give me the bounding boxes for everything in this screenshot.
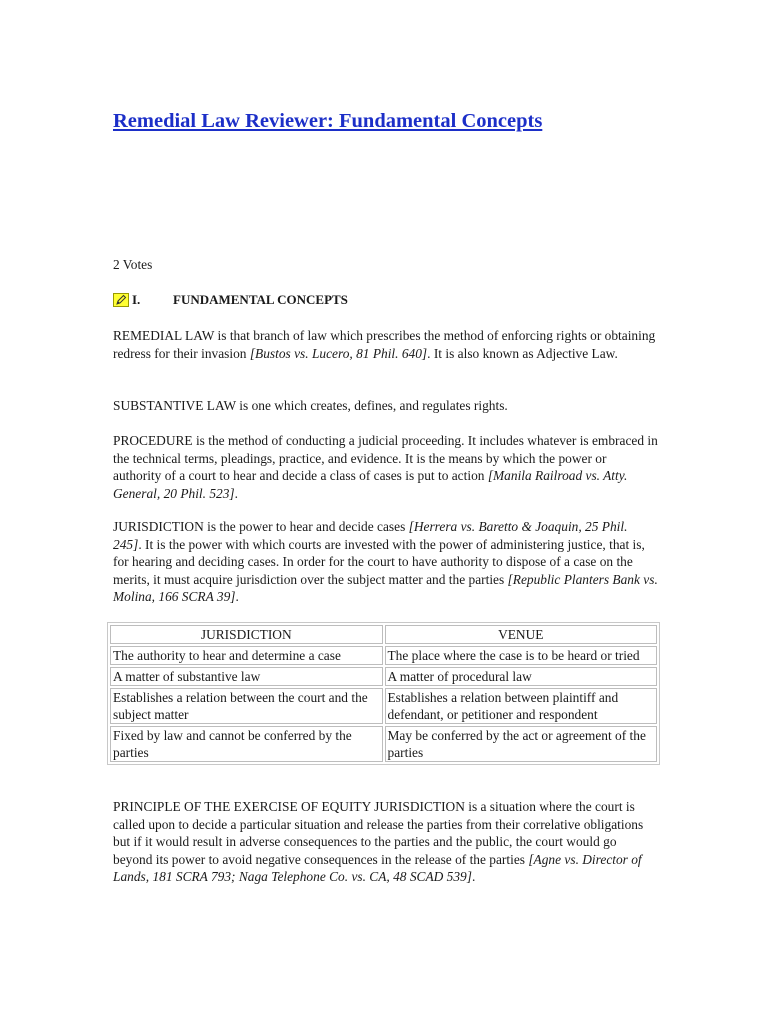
table-cell: Fixed by law and cannot be conferred by the parties — [110, 726, 383, 762]
document-title-link[interactable]: Remedial Law Reviewer: Fundamental Concepts — [113, 110, 543, 132]
table-cell: A matter of procedural law — [385, 667, 658, 686]
table-cell: May be conferred by the act or agreement of the parties — [385, 726, 658, 762]
procedure-paragraph: PROCEDURE is the method of conducting a judicial proceeding. It includes whatever is embraced in the technical terms, pleadings, practice, and evidence. It is the means by which the power or authority of a court to hear and decide a class of cases is put to action [Manila Railroad vs. Atty. General, 20 Phil. 523]. — [113, 433, 658, 501]
case-citation: [Herrera vs. Baretto & Joaquin, 25 Phil. 245] — [113, 519, 628, 552]
remedial-law-paragraph: REMEDIAL LAW is that branch of law which prescribes the method of enforcing rights or obtaining redress for their invasion [Bustos vs. Lucero, 81 Phil. 640]. It is also known as Adjective Law. — [113, 328, 656, 361]
equity-jurisdiction-paragraph: PRINCIPLE OF THE EXERCISE OF EQUITY JURISDICTION is a situation where the court is called upon to decide a particular situation and release the parties from their correlative obligations but if it would result in adverse consequences to the parties and the public, the court would go beyond its power to avoid negative consequences in the release of the parties [Agne vs. Director of Lands, 181 SCRA 793; Naga Telephone Co. vs. CA, 48 SCAD 539]. — [113, 799, 644, 884]
vote-count: 2 Votes — [113, 257, 153, 272]
section-title: FUNDAMENTAL CONCEPTS — [173, 292, 348, 307]
jurisdiction-paragraph: JURISDICTION is the power to hear and decide cases [Herrera vs. Baretto & Joaquin, 25 Phil. 245]. It is the power with which courts are invested with the power of administering justice, that is, for hearing and deciding cases. In order for the court to have authority to dispose of a case on the merits, it must acquire jurisdiction over the subject matter and the parties [Republic Planters Bank vs. Molina, 166 SCRA 39]. — [113, 519, 658, 604]
case-citation: [Bustos vs. Lucero, 81 Phil. 640] — [249, 345, 428, 361]
edit-pencil-icon — [113, 293, 129, 307]
substantive-law-paragraph: SUBSTANTIVE LAW is one which creates, defines, and regulates rights. — [113, 398, 508, 413]
section-number: I. — [132, 292, 141, 307]
table-header-cell: VENUE — [385, 625, 658, 644]
table-row — [110, 646, 657, 665]
table-header-cell: JURISDICTION — [110, 625, 383, 644]
jurisdiction-venue-table — [107, 622, 660, 765]
table-row — [110, 726, 657, 762]
case-citation: [Manila Railroad vs. Atty. General, 20 Phil. 523] — [113, 468, 628, 501]
table-row — [110, 667, 657, 686]
table-row — [110, 688, 657, 724]
table-cell: Establishes a relation between plaintiff and defendant, or petitioner and respondent — [385, 688, 658, 724]
table-cell: A matter of substantive law — [110, 667, 383, 686]
case-citation: [Agne vs. Director of Lands, 181 SCRA 793; Naga Telephone Co. vs. CA, 48 SCAD 539] — [113, 851, 642, 884]
case-citation: [Republic Planters Bank vs. Molina, 166 SCRA 39] — [113, 571, 658, 604]
section-heading — [113, 291, 348, 309]
table-cell: Establishes a relation between the court and the subject matter — [110, 688, 383, 724]
table-header-row — [110, 625, 657, 644]
table-cell: The authority to hear and determine a case — [110, 646, 383, 665]
table-cell: The place where the case is to be heard or tried — [385, 646, 658, 665]
